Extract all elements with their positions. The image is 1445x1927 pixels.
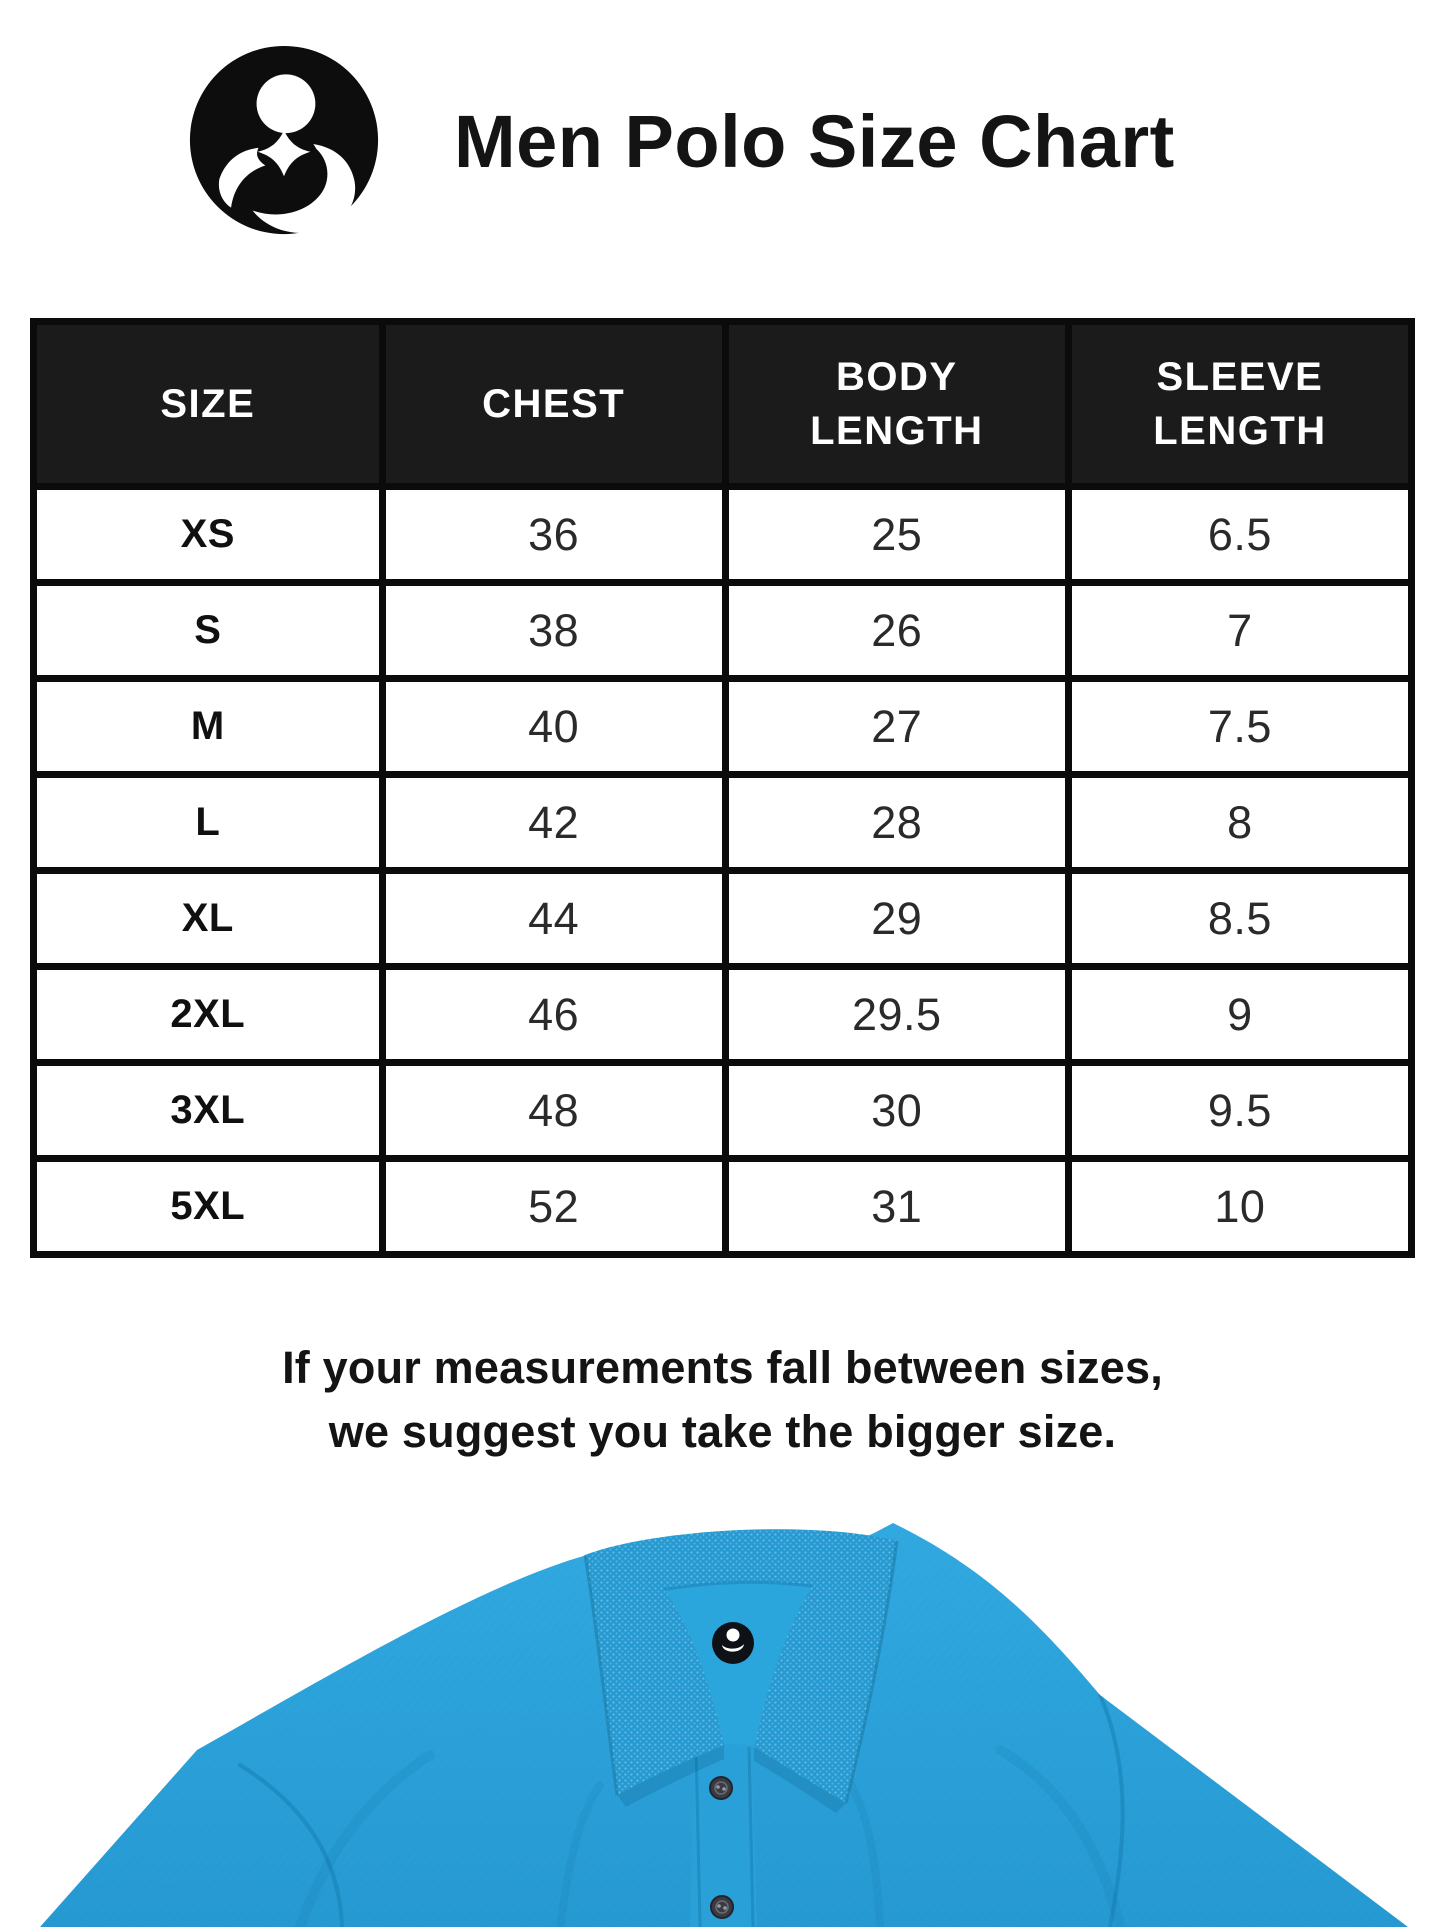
sleeve-length-cell: 7.5 — [1068, 679, 1411, 775]
polo-shirt-image — [0, 1515, 1445, 1927]
size-cell: XL — [34, 871, 383, 967]
body-length-cell: 29 — [725, 871, 1068, 967]
chest-cell: 44 — [382, 871, 725, 967]
sizing-note-line1: If your measurements fall between sizes, — [282, 1342, 1163, 1393]
body-length-cell: 30 — [725, 1063, 1068, 1159]
button-top — [710, 1777, 732, 1799]
body-length-cell: 31 — [725, 1159, 1068, 1255]
chest-cell: 46 — [382, 967, 725, 1063]
table-header-row — [34, 322, 1412, 487]
body-length-cell: 25 — [725, 487, 1068, 583]
size-cell: S — [34, 583, 383, 679]
neck-tag-logo-icon — [712, 1622, 754, 1664]
button-bottom — [711, 1896, 733, 1918]
table-row — [34, 583, 1412, 679]
table-row — [34, 967, 1412, 1063]
body-length-cell: 27 — [725, 679, 1068, 775]
sleeve-length-cell: 8 — [1068, 775, 1411, 871]
size-chart-table — [30, 318, 1415, 1258]
sleeve-length-cell: 9.5 — [1068, 1063, 1411, 1159]
brand-header — [186, 42, 1325, 240]
table-row — [34, 679, 1412, 775]
size-cell: 5XL — [34, 1159, 383, 1255]
table-row — [34, 1159, 1412, 1255]
table-row — [34, 775, 1412, 871]
size-cell: L — [34, 775, 383, 871]
chest-cell: 38 — [382, 583, 725, 679]
sleeve-length-cell: 10 — [1068, 1159, 1411, 1255]
chest-cell: 36 — [382, 487, 725, 583]
size-cell: XS — [34, 487, 383, 583]
chest-cell: 42 — [382, 775, 725, 871]
sleeve-length-cell: 9 — [1068, 967, 1411, 1063]
sleeve-length-cell: 6.5 — [1068, 487, 1411, 583]
body-length-cell: 26 — [725, 583, 1068, 679]
brand-logo-icon — [186, 42, 382, 240]
column-header-body-length: BODY LENGTH — [725, 322, 1068, 487]
sleeve-length-cell: 7 — [1068, 583, 1411, 679]
table-row — [34, 487, 1412, 583]
chest-cell: 48 — [382, 1063, 725, 1159]
table-row — [34, 1063, 1412, 1159]
table-row — [34, 871, 1412, 967]
column-header-sleeve-length: SLEEVE LENGTH — [1068, 322, 1411, 487]
body-length-cell: 28 — [725, 775, 1068, 871]
chest-cell: 40 — [382, 679, 725, 775]
column-header-size: SIZE — [34, 322, 383, 487]
page-title: Men Polo Size Chart — [454, 99, 1175, 183]
sizing-note-line2: we suggest you take the bigger size. — [328, 1406, 1117, 1457]
sizing-note — [0, 1336, 1445, 1464]
size-cell: M — [34, 679, 383, 775]
size-cell: 2XL — [34, 967, 383, 1063]
chest-cell: 52 — [382, 1159, 725, 1255]
sleeve-length-cell: 8.5 — [1068, 871, 1411, 967]
body-length-cell: 29.5 — [725, 967, 1068, 1063]
column-header-chest: CHEST — [382, 322, 725, 487]
polo-shirt-illustration — [0, 1515, 1445, 1927]
size-cell: 3XL — [34, 1063, 383, 1159]
